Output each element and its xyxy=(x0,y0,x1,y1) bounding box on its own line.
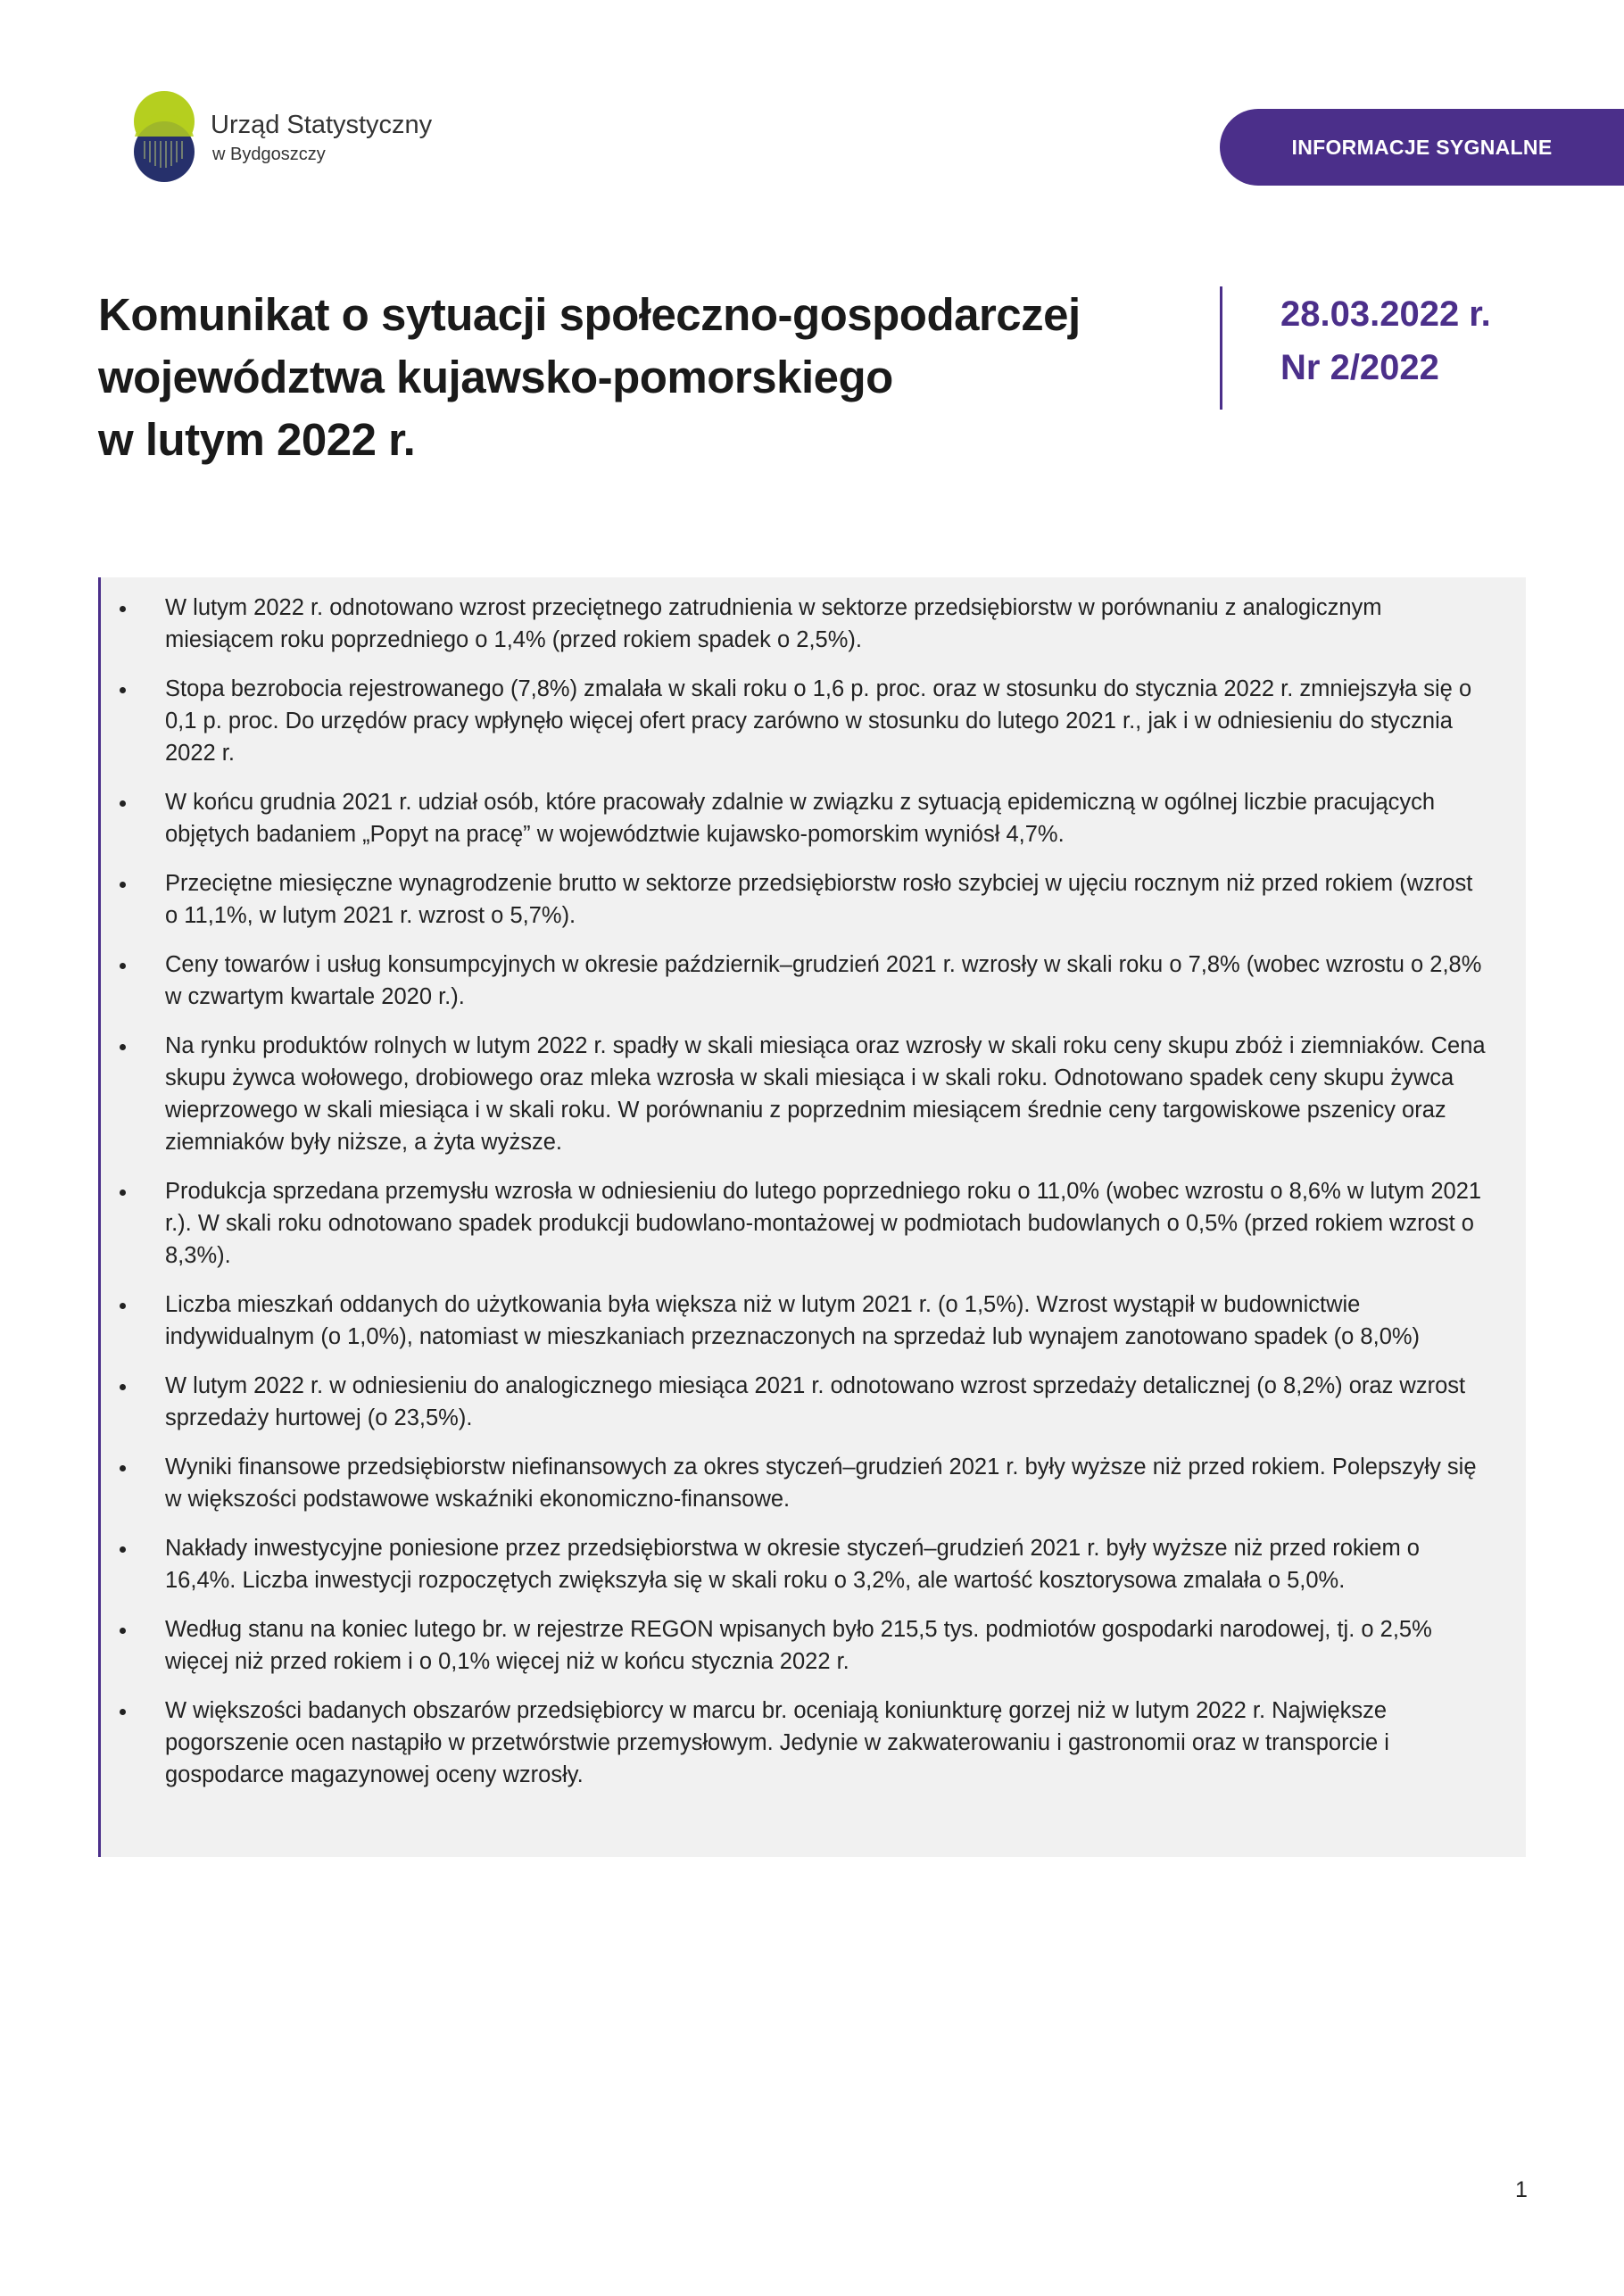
summary-item-text: Ceny towarów i usług konsumpcyjnych w okresie październik–grudzień 2021 r. wzrosły w skali roku o 7,8% (wobec wzrostu o 2,8% w czwartym kwartale 2020 r.). xyxy=(165,952,1482,1009)
page-number: 1 xyxy=(1515,2177,1528,2202)
bullet-icon xyxy=(120,882,126,888)
summary-item-text: Przeciętne miesięczne wynagrodzenie brutto w sektorze przedsiębiorstw rosło szybciej w ujęciu rocznym niż przed rokiem (wzrost o 11,1%, w lutym 2021 r. wzrost o 5,7%). xyxy=(165,871,1473,928)
bullet-icon xyxy=(120,1628,126,1634)
bullet-icon xyxy=(120,1546,126,1553)
publication-number: Nr 2/2022 xyxy=(1280,348,1439,387)
title-line: w lutym 2022 r. xyxy=(98,414,416,465)
summary-list xyxy=(165,592,1486,1791)
bullet-icon xyxy=(120,606,126,612)
summary-item-text: Stopa bezrobocia rejestrowanego (7,8%) zmalała w skali roku o 1,6 p. proc. oraz w stosunku do stycznia 2022 r. zmniejszyła się o 0,1 p. proc. Do urzędów pracy wpłynęło więcej ofert pracy zarówno w stosunku do lutego 2021 r., jak i w odniesieniu do stycznia 2022 r. xyxy=(165,676,1472,766)
bullet-icon xyxy=(120,963,126,969)
title-line: Komunikat o sytuacji społeczno-gospodarczej xyxy=(98,289,1081,340)
summary-item xyxy=(165,786,1486,850)
bullet-icon xyxy=(120,1044,126,1050)
summary-item-text: W lutym 2022 r. w odniesieniu do analogicznego miesiąca 2021 r. odnotowano wzrost sprzedaży detalicznej (o 8,2%) oraz wzrost sprzedaży hurtowej (o 23,5%). xyxy=(165,1373,1466,1430)
summary-item xyxy=(165,867,1486,932)
bullet-icon xyxy=(120,1709,126,1715)
bullet-icon xyxy=(120,1384,126,1390)
summary-item-text: Według stanu na koniec lutego br. w rejestrze REGON wpisanych było 215,5 tys. podmiotów gospodarki narodowej, tj. o 2,5% więcej niż przed rokiem i o 0,1% więcej niż w końcu stycznia 2022 r. xyxy=(165,1617,1432,1674)
institution-logo xyxy=(132,89,435,187)
summary-item xyxy=(165,1175,1486,1272)
logo-mark-icon xyxy=(132,89,196,184)
bullet-icon xyxy=(120,1303,126,1309)
publication-date: 28.03.2022 r. xyxy=(1280,294,1491,334)
title-line: województwa kujawsko-pomorskiego xyxy=(98,352,893,402)
summary-item-text: Wyniki finansowe przedsiębiorstw niefinansowych za okres styczeń–grudzień 2021 r. były wyższe niż przed rokiem. Polepszyły się w większości podstawowe wskaźniki ekonomiczno-finansowe. xyxy=(165,1455,1477,1512)
document-type-badge: INFORMACJE SYGNALNE xyxy=(1220,109,1624,186)
bullet-icon xyxy=(120,687,126,693)
bullet-icon xyxy=(120,1189,126,1196)
bullet-icon xyxy=(120,800,126,807)
header-divider xyxy=(1220,286,1222,410)
summary-item-text: Na rynku produktów rolnych w lutym 2022 r. spadły w skali miesiąca oraz wzrosły w skali roku ceny skupu zbóż i ziemniaków. Cena skupu żywca wołowego, drobiowego oraz mleka wzrosła w skali miesiąca i w skali roku. Odnotowano spadek ceny skupu żywca wieprzowego w skali miesiąca i w skali roku. W porównaniu z poprzednim miesiącem średnie ceny targowiskowe pszenicy oraz ziemniaków były niższe, a żyta wyższe. xyxy=(165,1033,1486,1155)
summary-item xyxy=(165,673,1486,769)
summary-item xyxy=(165,1289,1486,1353)
summary-item-text: Liczba mieszkań oddanych do użytkowania była większa niż w lutym 2021 r. (o 1,5%). Wzrost wystąpił w budownictwie indywidualnym (o 1,0%), natomiast w mieszkaniach przeznaczonych na sprzedaż lub wynajem zanotowano spadek (o 8,0%) xyxy=(165,1292,1421,1349)
summary-item xyxy=(165,592,1486,656)
summary-item-text: W większości badanych obszarów przedsiębiorcy w marcu br. oceniają koniunkturę gorzej niż w lutym 2022 r. Największe pogorszenie ocen nastąpiło w przetwórstwie przemysłowym. Jedynie w zakwaterowaniu i gastronomii oraz w transporcie i gospodarce magazynowej oceny wzrosły. xyxy=(165,1698,1389,1787)
summary-item xyxy=(165,1613,1486,1678)
summary-item xyxy=(165,1695,1486,1791)
summary-item-text: W lutym 2022 r. odnotowano wzrost przeciętnego zatrudnienia w sektorze przedsiębiorstw w porównaniu z analogicznym miesiącem roku poprzedniego o 1,4% (przed rokiem spadek o 2,5%). xyxy=(165,595,1382,652)
summary-item xyxy=(165,1532,1486,1596)
summary-item-text: Produkcja sprzedana przemysłu wzrosła w odniesieniu do lutego poprzedniego roku o 11,0% (wobec wzrostu o 8,6% w lutym 2021 r.). W skali roku odnotowano spadek produkcji budowlano-montażowej w podmiotach budowlanych o 0,5% (przed rokiem wzrost o 8,3%). xyxy=(165,1179,1482,1268)
summary-box xyxy=(98,577,1526,1857)
summary-item-text: Nakłady inwestycyjne poniesione przez przedsiębiorstwa w okresie styczeń–grudzień 2021 r. były wyższe niż przed rokiem o 16,4%. Liczba inwestycji rozpoczętych zwiększyła się w skali roku o 3,2%, ale wartość kosztorysowa zmalała o 5,0%. xyxy=(165,1536,1420,1593)
bullet-icon xyxy=(120,1465,126,1471)
summary-item xyxy=(165,1030,1486,1158)
page-title xyxy=(98,284,1169,471)
summary-item xyxy=(165,1370,1486,1434)
summary-item xyxy=(165,949,1486,1013)
institution-name: Urząd Statystyczny xyxy=(211,111,433,139)
summary-item xyxy=(165,1451,1486,1515)
institution-city: w Bydgoszczy xyxy=(212,145,326,164)
summary-item-text: W końcu grudnia 2021 r. udział osób, które pracowały zdalnie w związku z sytuacją epidemiczną w ogólnej liczbie pracujących objętych badaniem „Popyt na pracę” w województwie kujawsko-pomorskim wyniósł 4,7%. xyxy=(165,790,1436,847)
